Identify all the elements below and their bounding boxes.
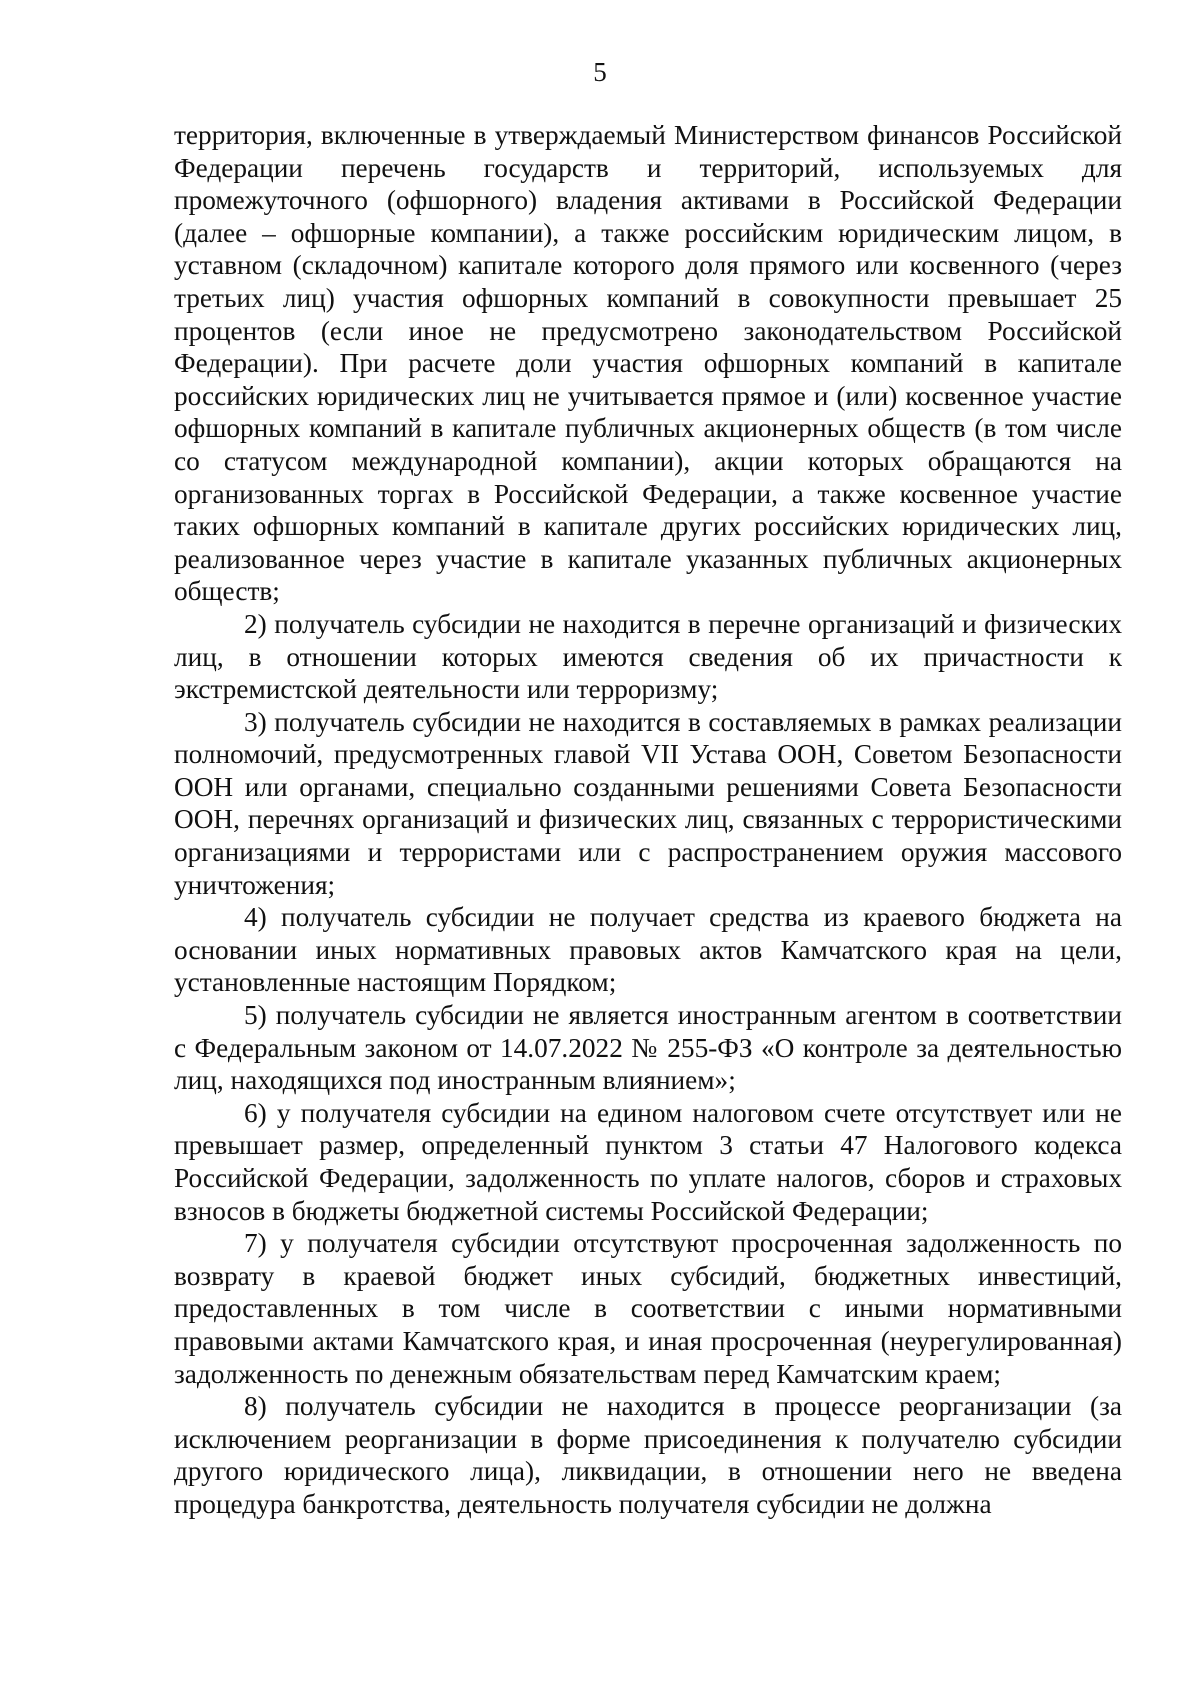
paragraph-item-3: 3) получатель субсидии не находится в составляемых в рамках реализации полномочий, предусмотренных главой VII Устава ООН, Советом Безопасности ООН или органами, специально созданными решениями Совета Безопасности ООН, перечнях организаций и физических лиц, связанных с террористическими организациями и террористами или с распространением оружия массового уничтожения;: [174, 706, 1122, 900]
paragraph-item-6: 6) у получателя субсидии на едином налоговом счете отсутствует или не превышает размер, определенный пунктом 3 статьи 47 Налогового кодекса Российской Федерации, задолженность по уплате налогов, сборов и страховых взносов в бюджеты бюджетной системы Российской Федерации;: [174, 1097, 1122, 1226]
page-number: 5: [593, 57, 607, 87]
paragraph-item-4: 4) получатель субсидии не получает средства из краевого бюджета на основании иных нормативных правовых актов Камчатского края на цели, установленные настоящим Порядком;: [174, 902, 1122, 998]
paragraph-item-7: 7) у получателя субсидии отсутствуют просроченная задолженность по возврату в краевой бюджет иных субсидий, бюджетных инвестиций, предоставленных в том числе в соответствии с иными нормативными правовыми актами Камчатского края, и иная просроченная (неурегулированная) задолженность по денежным обязательствам перед Камчатским краем;: [174, 1228, 1122, 1389]
paragraph-continuation: территория, включенные в утверждаемый Министерством финансов Российской Федерации перечень государств и территорий, используемых для промежуточного (офшорного) владения активами в Российской Федерации (далее – офшорные компании), а также российским юридическим лицом, в уставном (складочном) капитале которого доля прямого или косвенного (через третьих лиц) участия офшорных компаний в совокупности превышает 25 процентов (если иное не предусмотрено законодательством Российской Федерации). При расчете доли участия офшорных компаний в капитале российских юридических лиц не учитывается прямое и (или) косвенное участие офшорных компаний в капитале публичных акционерных обществ (в том числе со статусом международной компании), акции которых обращаются на организованных торгах в Российской Федерации, а также косвенное участие таких офшорных компаний в капитале других российских юридических лиц, реализованное через участие в капитале указанных публичных акционерных обществ;: [174, 120, 1122, 607]
paragraph-item-8: 8) получатель субсидии не находится в процессе реорганизации (за исключением реорганизации в форме присоединения к получателю субсидии другого юридического лица), ликвидации, в отношении него не введена процедура банкротства, деятельность получателя субсидии не должна: [174, 1391, 1122, 1519]
paragraph-item-2: 2) получатель субсидии не находится в перечне организаций и физических лиц, в отношении которых имеются сведения об их причастности к экстремистской деятельности или терроризму;: [174, 608, 1122, 705]
document-body: [174, 119, 1122, 1521]
paragraph-item-5: 5) получатель субсидии не является иностранным агентом в соответствии с Федеральным законом от 14.07.2022 № 255-ФЗ «О контроле за деятельностью лиц, находящихся под иностранным влиянием»;: [174, 1000, 1122, 1096]
